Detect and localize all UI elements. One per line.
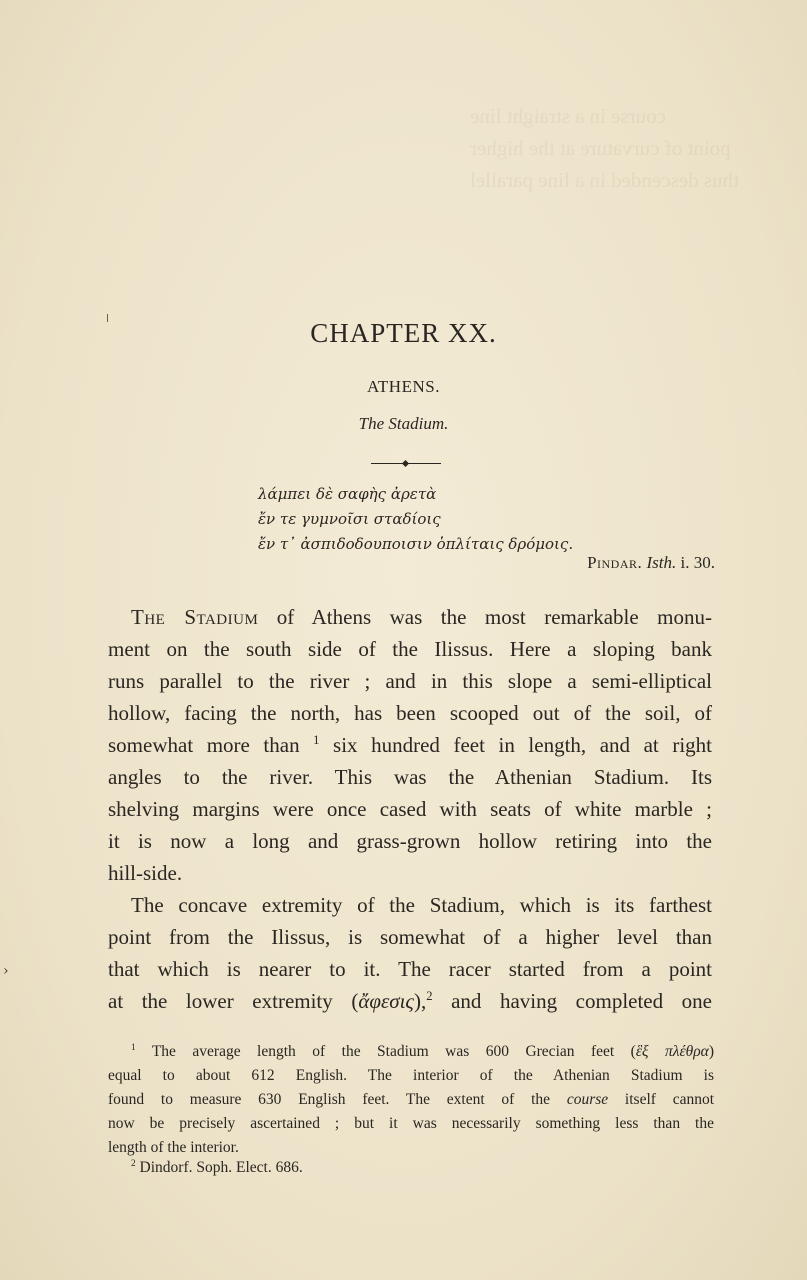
body-line: The Stadium of Athens was the most remarkable monu- xyxy=(131,605,713,629)
footnote-2: $^2$ Dindorf. Soph. Elect. 686. xyxy=(131,1158,303,1176)
footnote-number-2: 2 xyxy=(131,1158,136,1169)
ornament-divider xyxy=(371,461,441,467)
epigraph-citation xyxy=(587,553,715,573)
greek-term: ἓξ πλέθρα xyxy=(635,1043,709,1060)
section-title: ATHENS. xyxy=(367,377,440,396)
footnote-ref-1[interactable]: 1 xyxy=(313,733,320,747)
body-line: The concave extremity of the Stadium, which is its farthest xyxy=(131,893,712,917)
lead-in-small-caps: The Stadium xyxy=(131,605,259,629)
body-line: runs parallel to the river ; and in this slope a semi-elliptical xyxy=(108,669,712,693)
citation-author: Pindar. xyxy=(587,553,643,572)
subsection-title: The Stadium. xyxy=(358,414,449,433)
citation-reference: i. 30. xyxy=(676,553,715,572)
footnote-number-1: 1 xyxy=(131,1042,136,1053)
margin-mark: › xyxy=(3,963,9,979)
body-line: that which is nearer to it. The racer started from a point xyxy=(108,957,712,981)
body-line: hill-side. xyxy=(108,861,183,885)
footnote-1-line: found to measure 630 English feet. The extent of the course itself cannot xyxy=(108,1091,715,1108)
footnote-1-line: equal to about 612 English. The interior of the Athenian Stadium is xyxy=(108,1067,714,1084)
body-line: point from the Ilissus, is somewhat of a higher level than xyxy=(108,925,712,949)
chapter-title: CHAPTER XX. xyxy=(310,318,497,348)
body-line: ment on the south side of the Ilissus. Here a sloping bank xyxy=(108,637,712,661)
epigraph-line-2: ἔν τε γυμνοῖσι σταδίοις xyxy=(258,510,441,528)
footnote-1-line: length of the interior. xyxy=(108,1139,239,1156)
epigraph-line-3: ἔν τ᾽ ἀσπιδοδουποισιν ὁπλίταις δρόμοις. xyxy=(258,535,574,553)
footnote-1-line: now be precisely ascertained ; but it was necessarily something less than the xyxy=(108,1115,714,1132)
footnote-ref-2[interactable]: 2 xyxy=(426,989,433,1003)
body-line: angles to the river. This was the Athenian Stadium. Its xyxy=(108,765,712,789)
body-line: at the lower extremity (ἄφεσις),$^2$ and having completed one xyxy=(108,989,713,1013)
citation-work: Isth. xyxy=(646,553,677,572)
body-line: hollow, facing the north, has been scooped out of the soil, of xyxy=(108,701,712,725)
body-line: it is now a long and grass-grown hollow retiring into the xyxy=(108,829,712,853)
epigraph-line-1: λάμπει δὲ σαφὴς ἀρετὰ xyxy=(258,485,437,503)
ornament-diamond-icon xyxy=(402,460,409,467)
body-line: somewhat more than $^1$ six hundred feet in length, and at right xyxy=(108,733,712,757)
footnote-1-line: $^1$ The average length of the Stadium was 600 Grecian feet (ἓξ πλέθρα) xyxy=(131,1042,714,1060)
body-line: shelving margins were once cased with seats of white marble ; xyxy=(108,797,712,821)
show-through-text: course in a straight line point of curvature at the higher thus descended in a line parallel xyxy=(470,104,739,192)
greek-term: ἄφεσις xyxy=(358,989,414,1013)
